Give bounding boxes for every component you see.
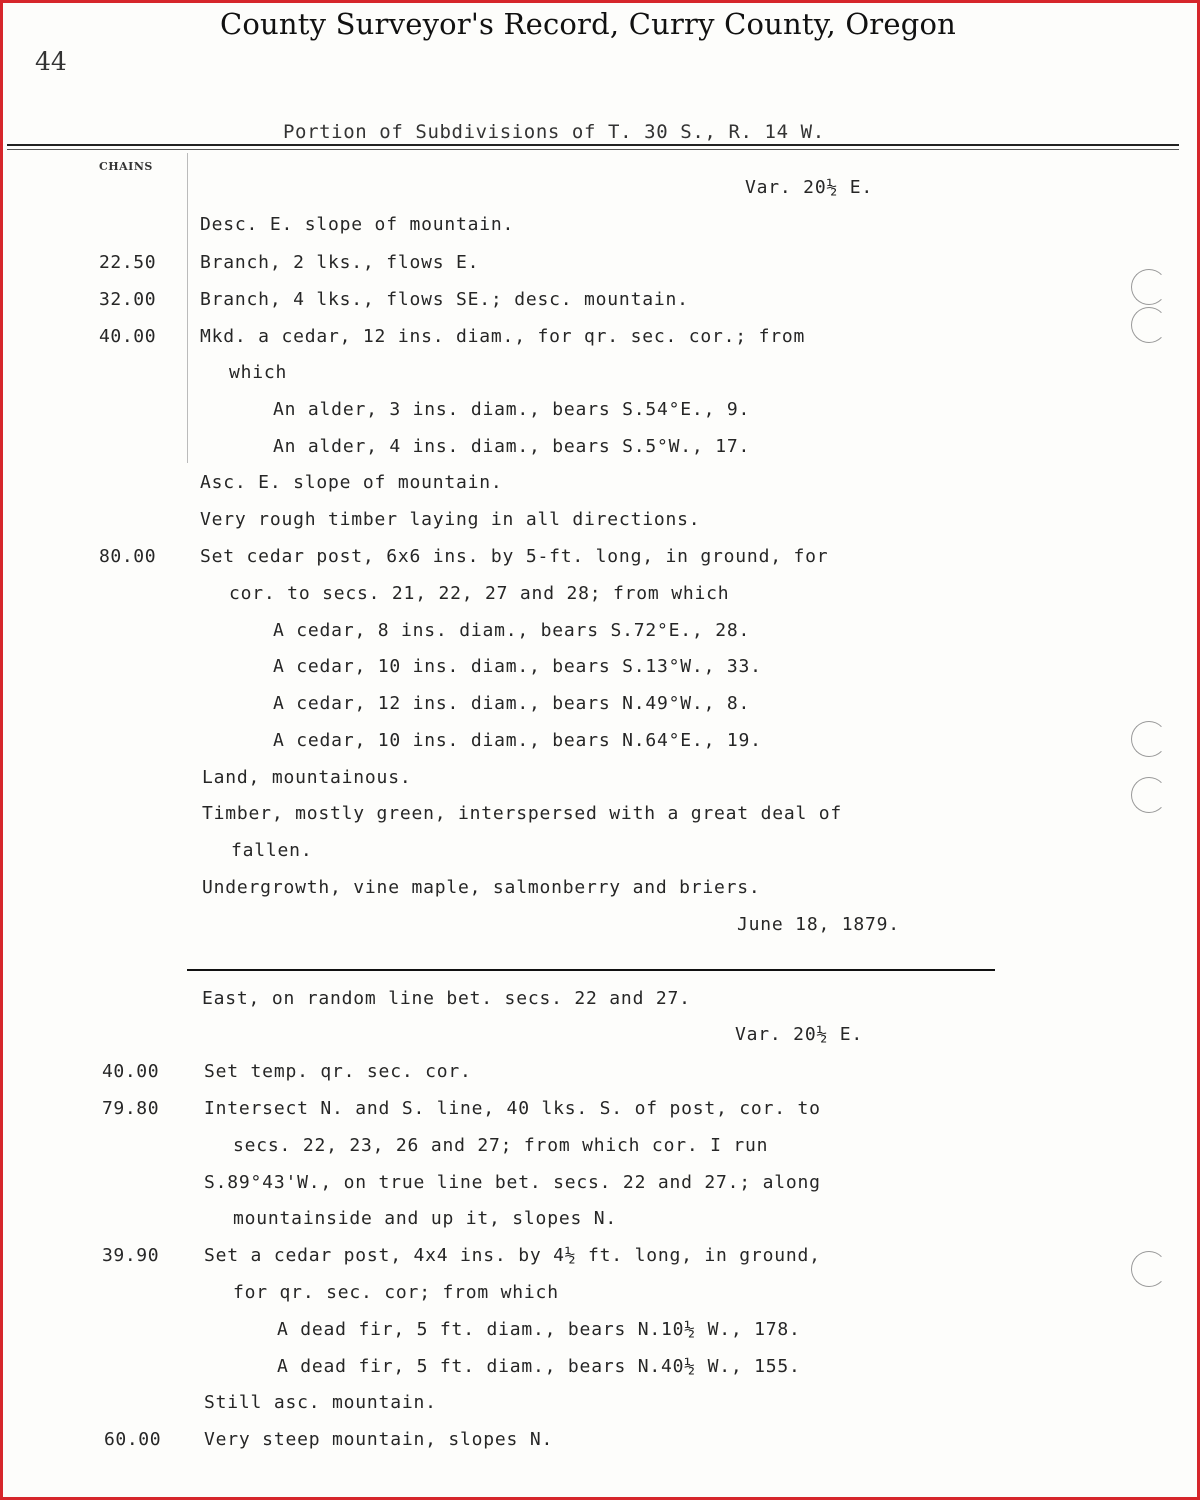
record-line: Set a cedar post, 4x4 ins. by 4½ ft. long, in ground, (204, 1245, 821, 1266)
chain-value: 22.50 (99, 252, 157, 273)
bearing-tree-line: A cedar, 10 ins. diam., bears S.13°W., 33. (273, 656, 762, 677)
bearing-tree-line: A dead fir, 5 ft. diam., bears N.40½ W., 155. (277, 1356, 801, 1377)
record-line: Still asc. mountain. (204, 1392, 437, 1413)
section-divider (187, 969, 995, 971)
record-line: fallen. (231, 840, 313, 861)
record-line: Branch, 4 lks., flows SE.; desc. mountain. (200, 289, 689, 310)
record-line: Set cedar post, 6x6 ins. by 5-ft. long, in ground, for (200, 546, 829, 567)
record-line: S.89°43'W., on true line bet. secs. 22 and 27.; along (204, 1172, 821, 1193)
record-line: Land, mountainous. (202, 767, 412, 788)
record-line: Asc. E. slope of mountain. (200, 472, 503, 493)
chain-value: 32.00 (99, 289, 157, 310)
record-line: Branch, 2 lks., flows E. (200, 252, 480, 273)
bearing-tree-line: A dead fir, 5 ft. diam., bears N.10½ W., 178. (277, 1319, 801, 1340)
page-number: 44 (35, 47, 67, 76)
record-line: which (229, 362, 288, 383)
bearing-tree-line: A cedar, 8 ins. diam., bears S.72°E., 28. (273, 620, 751, 641)
record-line: for qr. sec. cor; from which (233, 1282, 559, 1303)
record-line: Desc. E. slope of mountain. (200, 214, 515, 235)
record-line: East, on random line bet. secs. 22 and 27. (202, 988, 691, 1009)
chain-value: 40.00 (99, 326, 157, 347)
binder-hole-mark (1131, 269, 1167, 305)
record-line: Very rough timber laying in all directions. (200, 509, 701, 530)
binder-hole-mark (1131, 1251, 1167, 1287)
record-line: Intersect N. and S. line, 40 lks. S. of post, cor. to (204, 1098, 821, 1119)
header-rule (7, 144, 1179, 146)
bearing-tree-line: An alder, 4 ins. diam., bears S.5°W., 17. (273, 436, 751, 457)
binder-hole-mark (1131, 307, 1167, 343)
page-title: County Surveyor's Record, Curry County, Oregon (219, 7, 957, 41)
chain-value: 79.80 (102, 1098, 160, 1119)
record-line: Set temp. qr. sec. cor. (204, 1061, 472, 1082)
bearing-tree-line: An alder, 3 ins. diam., bears S.54°E., 9. (273, 399, 751, 420)
binder-hole-mark (1131, 777, 1167, 813)
record-line: Undergrowth, vine maple, salmonberry and briers. (202, 877, 761, 898)
bearing-tree-line: A cedar, 10 ins. diam., bears N.64°E., 19. (273, 730, 762, 751)
binder-hole-mark (1131, 721, 1167, 757)
chains-column-label: CHAINS (99, 160, 153, 173)
header-rule-secondary (7, 149, 1179, 150)
chain-value: 39.90 (102, 1245, 160, 1266)
chain-value: 80.00 (99, 546, 157, 567)
record-line: Mkd. a cedar, 12 ins. diam., for qr. sec. cor.; from (200, 326, 806, 347)
chain-value: 60.00 (104, 1429, 162, 1450)
margin-line (187, 153, 188, 463)
record-line: secs. 22, 23, 26 and 27; from which cor. I run (233, 1135, 769, 1156)
record-line: cor. to secs. 21, 22, 27 and 28; from which (229, 583, 730, 604)
page-subtitle: Portion of Subdivisions of T. 30 S., R. 14 W. (283, 121, 825, 143)
record-line: Timber, mostly green, interspersed with a great deal of (202, 803, 843, 824)
record-line: mountainside and up it, slopes N. (233, 1208, 618, 1229)
bearing-tree-line: A cedar, 12 ins. diam., bears N.49°W., 8. (273, 693, 751, 714)
variation-note: Var. 20½ E. (735, 1024, 864, 1045)
record-line: Very steep mountain, slopes N. (204, 1429, 554, 1450)
chain-value: 40.00 (102, 1061, 160, 1082)
record-date: June 18, 1879. (737, 914, 900, 935)
variation-note: Var. 20½ E. (745, 177, 874, 198)
